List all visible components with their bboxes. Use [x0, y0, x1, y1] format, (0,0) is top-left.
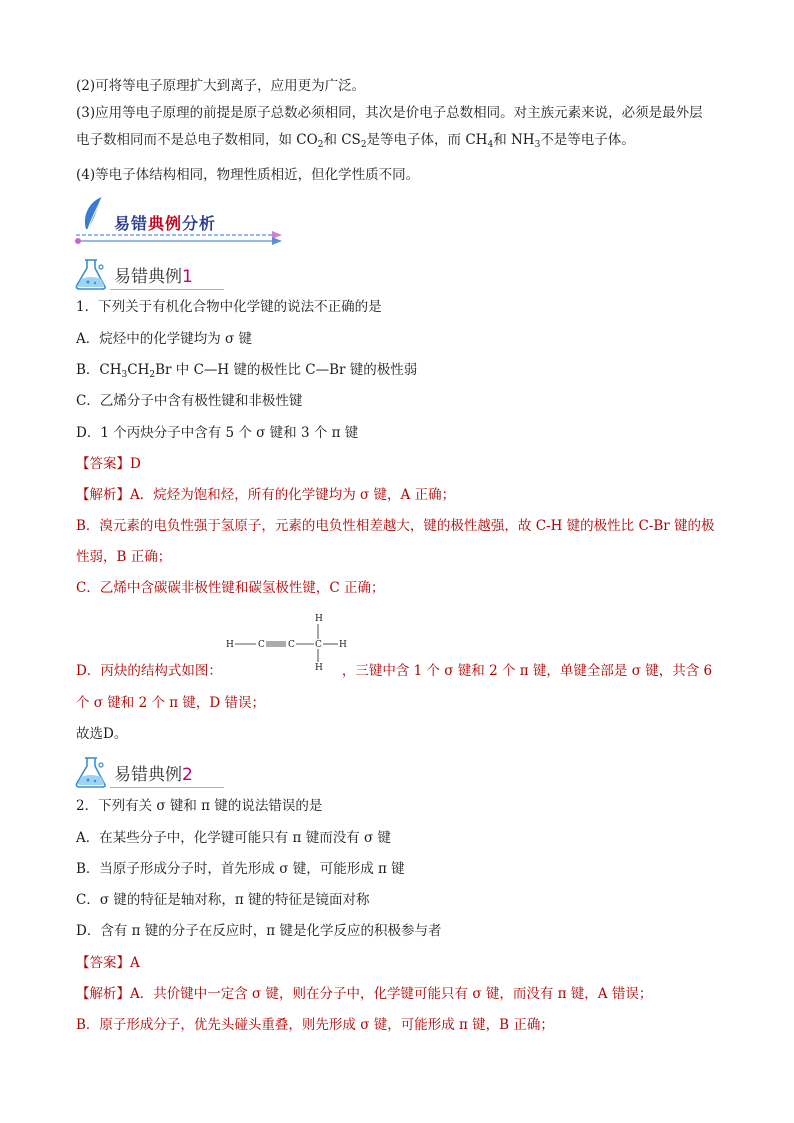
intro-point-2: (2)可将等电子原理扩大到离子，应用更为广泛。 — [76, 78, 366, 94]
example-2-answer: 【答案】A — [76, 955, 140, 971]
flask-icon — [74, 258, 110, 290]
example-2-question: 2．下列有关 σ 键和 π 键的说法错误的是 — [76, 798, 323, 814]
example-1-explanation-d-line1: D．丙炔的结构式如图： ，三键中含 1 个 σ 键和 2 个 π 键，单键全部是 σ 键，共含 6 — [76, 663, 713, 679]
example-1-number: 1 — [182, 267, 193, 287]
example-1-question: 1．下列关于有机化合物中化学键的说法不正确的是 — [76, 299, 382, 315]
intro-point-4: (4)等电子体结构相同，物理性质相近，但化学性质不同。 — [76, 167, 420, 183]
example-2-option-c: C．σ 键的特征是轴对称，π 键的特征是镜面对称 — [76, 892, 370, 908]
example-1-header — [74, 258, 224, 292]
example-1-explanation-b-line2: 性弱，B 正确； — [76, 549, 172, 565]
example-1-answer: 【答案】D — [76, 456, 141, 472]
example-2-explanation-a: 【解析】A．共价键中一定含 σ 键，则在分子中，化学键可能只有 σ 键，而没有 π 键，A 错误； — [76, 986, 653, 1002]
example-1-explanation-a: 【解析】A．烷烃为饱和烃，所有的化学键均为 σ 键，A 正确； — [76, 487, 456, 503]
struct-atom-h-top: H — [315, 614, 323, 624]
intro-point-3-line1: (3)应用等电子原理的前提是原子总数必须相同，其次是价电子总数相同。对主族元素来说，必须是最外层 — [76, 105, 703, 121]
example-1-option-b: B．$CH_3CH_2Br$ 中 C—H 键的极性比 C—Br 键的极性弱 — [76, 362, 418, 380]
example-2-header — [74, 756, 224, 790]
example-2-number: 2 — [182, 765, 193, 785]
example-1-explanation-c: C．乙烯中含碳碳非极性键和碳氢极性键，C 正确； — [76, 580, 385, 596]
struct-atom-h-right: H — [339, 640, 347, 650]
example-2-explanation-b: B．原子形成分子，优先头碰头重叠，则先形成 σ 键，可能形成 π 键，B 正确； — [76, 1017, 554, 1033]
example-1-explanation-d-line2: 个 σ 键和 2 个 π 键，D 错误； — [76, 695, 266, 711]
example-1-option-d: D．1 个丙炔分子中含有 5 个 σ 键和 3 个 π 键 — [76, 425, 359, 441]
example-1-explanation-b-line1: B．溴元素的电负性强于氢原子，元素的电负性相差越大，键的极性越强，故 C-H 键的极性比 C-Br 键的极 — [76, 518, 715, 534]
example-2-label: 易错典例 — [114, 765, 182, 785]
struct-atom-h-left: H — [226, 640, 234, 650]
intro-point-3-line2: 电子数相同而不是总电子数相同，如 $CO_2$和 $CS_2$是等电子体，而 $CH_4$和 $NH_3$不是等电子体。 — [76, 132, 635, 150]
flask-icon — [74, 756, 110, 788]
struct-atom-h-bottom: H — [315, 663, 323, 672]
struct-atom-c3: C — [315, 640, 322, 650]
example-2-option-a: A．在某些分子中，化学键可能只有 π 键而没有 σ 键 — [76, 830, 392, 846]
struct-atom-c2: C — [288, 640, 295, 650]
example-1-conclusion: 故选D。 — [76, 726, 128, 742]
example-1-option-a: A．烷烃中的化学键均为 σ 键 — [76, 331, 253, 347]
example-2-option-d: D．含有 π 键的分子在反应时，π 键是化学反应的积极参与者 — [76, 923, 442, 939]
section-title: 易错典例分析 — [114, 214, 217, 233]
example-1-label: 易错典例 — [114, 267, 182, 287]
example-1-option-c: C．乙烯分子中含有极性键和非极性键 — [76, 393, 303, 409]
example-2-option-b: B．当原子形成分子时，首先形成 σ 键，可能形成 π 键 — [76, 861, 405, 877]
struct-atom-c1: C — [258, 640, 265, 650]
